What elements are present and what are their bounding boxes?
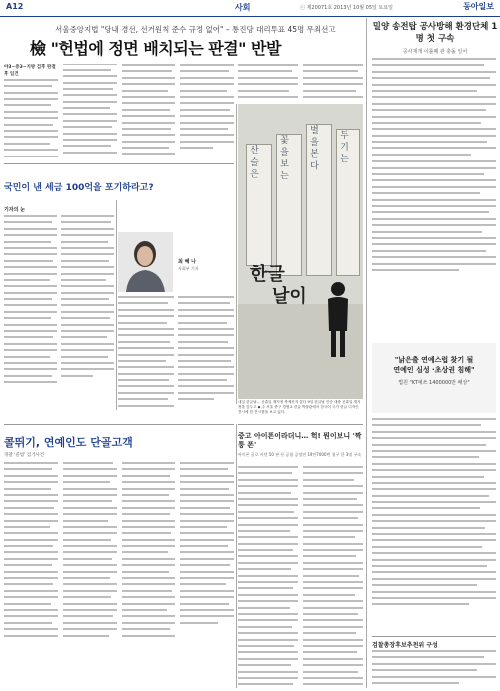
photo-panel: 산 슬 은 xyxy=(246,144,272,266)
side-box-title: "낡은출 연예스럽 찾기 될 연예인 심성 ·초상권 침해" xyxy=(393,356,475,374)
columnist-name: 최 혜 나 xyxy=(178,259,196,265)
column-inner-divider xyxy=(116,200,117,410)
photo-divider xyxy=(236,104,237,404)
feature-body-text xyxy=(4,462,234,688)
bottom-center-sub: 아이폰 굴로 사던 50 판 등 공립 공정연 19만7000번 청구 한 3명 구속 xyxy=(238,452,362,457)
main-kicker: 서울중앙지법 "당내 경선, 선거원칙 준수 규정 없어" – 통진당 대리투표 45명 무죄선고 xyxy=(55,25,336,34)
column-tag: 기자의 눈 xyxy=(4,207,26,213)
photo-panel: 별 을 본 다 xyxy=(306,124,332,276)
hangul-day-photo xyxy=(238,104,363,399)
main-subhead: 야3~중3~지방 검후 판결후 입건 xyxy=(4,65,56,78)
feature-title: 콜뛰기, 연예인도 단골고객 xyxy=(4,436,133,449)
side-bottom-headline: 검찰총장후보추천위 구성 xyxy=(372,642,438,649)
feature-sub: 경찰 '콜범' 검거사건 xyxy=(4,453,45,458)
newspaper-logo: 동아일보 xyxy=(463,2,494,11)
side-box-body xyxy=(372,418,496,633)
bottom-center-body xyxy=(238,466,363,688)
columnist-portrait-icon xyxy=(118,232,173,292)
photo-big-letters-1: 한글 xyxy=(250,264,285,285)
person-silhouette-icon xyxy=(323,279,353,359)
photo-caption: 내일 한글날… 공휴일 재지정 축제산지 꽃다 9일 한글날 인증 대중 공휴일 재지정을 앞두고 ◆ 주 서울 중구 경생교 한글 박물관에서 한국어 국가 한글 디자인 전시에 한 전시품을 보고 있다. xyxy=(238,400,361,414)
issue-date: ⓒ 제20071호 2013년 10월 05일 토요일 xyxy=(300,5,393,11)
photo-panel: 두 기 는 xyxy=(336,129,360,276)
columnist-role: 사회부 기자 xyxy=(178,266,199,271)
section-label: 사회 xyxy=(235,3,251,12)
side-subhead: 공사재개 이틀째 관 충돌 일어 xyxy=(402,49,468,55)
side-box xyxy=(372,343,496,413)
column-body-left xyxy=(4,215,114,415)
column-divider xyxy=(366,18,367,688)
side-divider xyxy=(372,636,496,637)
columnist-photo xyxy=(118,232,173,292)
main-body-text xyxy=(4,64,234,160)
side-headline: 밀양 송전탑 공사방해 환경단체 1명 첫 구속 xyxy=(372,22,498,44)
page-number: A12 xyxy=(6,2,24,11)
column-top-rule xyxy=(4,163,234,164)
bottom-center-rule xyxy=(238,424,363,425)
bottom-center-title: 중고 아이폰이라더니… 헉! 뭔이보니 '짝퉁 폰' xyxy=(238,432,362,449)
photo-panel: 꽃 을 보 는 xyxy=(276,134,302,276)
column-title: 국민이 낸 세금 100억을 포기하라고? xyxy=(4,183,154,193)
main-headline: 檢 "헌법에 정면 배치되는 판결" 반발 xyxy=(30,39,281,58)
column-body-right xyxy=(118,296,234,416)
bottom-divider xyxy=(236,424,237,688)
main-body-text-right xyxy=(238,64,363,102)
feature-top-rule xyxy=(4,424,234,425)
side-body-text xyxy=(372,58,496,338)
photo-big-letters-2: 날이 xyxy=(272,286,307,307)
page-header xyxy=(0,0,500,17)
side-bottom-body xyxy=(372,650,496,688)
side-box-sub: 법원 "KT예쓰 1400000만 배상" xyxy=(398,380,470,386)
